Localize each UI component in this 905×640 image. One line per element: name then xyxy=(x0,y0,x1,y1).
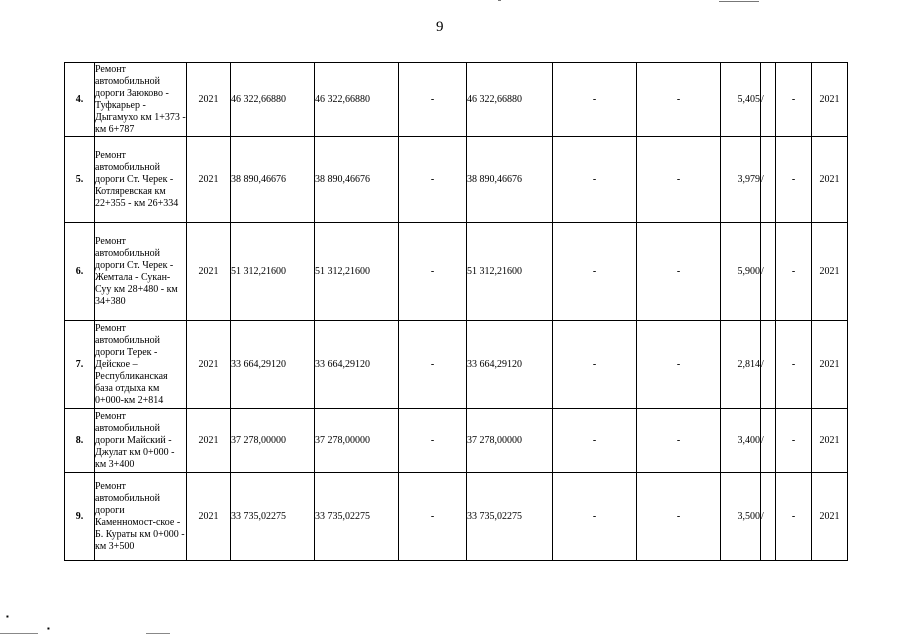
object-name: Ремонт автомобильной дороги Майский - Джулат км 0+000 - км 3+400 xyxy=(95,409,187,473)
object-name: Ремонт автомобильной дороги Заюково - Туфкарьер - Дыгамухо км 1+373 - км 6+787 xyxy=(95,63,186,135)
amount-column-3: 33 735,02275 xyxy=(467,473,553,561)
scan-mark-top-right xyxy=(719,1,759,2)
slash-cell: / xyxy=(761,473,776,561)
object-name: Ремонт автомобильной дороги Каменномост-ское - Б. Кураты км 0+000 - км 3+500 xyxy=(95,473,187,561)
start-year: 2021 xyxy=(187,223,231,321)
row-number: 7. xyxy=(65,321,95,409)
amount-total: 51 312,21600 xyxy=(231,223,315,321)
amount-column-2: 51 312,21600 xyxy=(315,223,399,321)
amount-column-3: 46 322,66880 xyxy=(467,63,553,137)
slash-cell: / xyxy=(761,223,776,321)
start-year: 2021 xyxy=(187,473,231,561)
dash-cell: - xyxy=(553,409,637,473)
dash-cell: - xyxy=(553,63,637,137)
table-row xyxy=(65,137,848,223)
road-repair-table xyxy=(64,62,848,561)
amount-column-3: 33 664,29120 xyxy=(467,321,553,409)
amount-total: 38 890,46676 xyxy=(231,137,315,223)
slash-cell: / xyxy=(761,63,776,137)
end-year: 2021 xyxy=(812,321,848,409)
dash-cell: - xyxy=(553,223,637,321)
dash-cell: - xyxy=(399,409,467,473)
table-row xyxy=(65,223,848,321)
amount-total: 33 735,02275 xyxy=(231,473,315,561)
dash-cell: - xyxy=(776,63,812,137)
amount-column-2: 33 735,02275 xyxy=(315,473,399,561)
dash-cell: - xyxy=(399,473,467,561)
scan-mark-bottom-left xyxy=(0,633,38,634)
dash-cell: - xyxy=(637,321,721,409)
object-name: Ремонт автомобильной дороги Терек - Дейское – Республиканская база отдыха км 0+000-км 2+814 xyxy=(95,321,187,409)
dash-cell: - xyxy=(637,473,721,561)
row-number: 8. xyxy=(65,409,95,473)
row-number: 4. xyxy=(65,63,95,137)
amount-total: 46 322,66880 xyxy=(231,63,315,137)
dash-cell: - xyxy=(776,321,812,409)
dash-cell: - xyxy=(637,409,721,473)
dash-cell: - xyxy=(776,409,812,473)
start-year: 2021 xyxy=(187,63,231,137)
start-year: 2021 xyxy=(187,321,231,409)
dash-cell: - xyxy=(399,321,467,409)
amount-column-2: 46 322,66880 xyxy=(315,63,399,137)
length-km: 5,900 xyxy=(721,223,761,321)
slash-cell: / xyxy=(761,409,776,473)
amount-column-2: 38 890,46676 xyxy=(315,137,399,223)
amount-total: 33 664,29120 xyxy=(231,321,315,409)
amount-column-2: 37 278,00000 xyxy=(315,409,399,473)
table-row xyxy=(65,321,848,409)
page-number: 9 xyxy=(436,19,444,35)
slash-cell: / xyxy=(761,321,776,409)
dash-cell: - xyxy=(776,473,812,561)
start-year: 2021 xyxy=(187,409,231,473)
scan-mark-bottom xyxy=(146,633,170,634)
length-km: 3,979 xyxy=(721,137,761,223)
row-number: 6. xyxy=(65,223,95,321)
length-km: 3,400 xyxy=(721,409,761,473)
end-year: 2021 xyxy=(812,223,848,321)
table-row xyxy=(65,63,848,137)
amount-column-3: 38 890,46676 xyxy=(467,137,553,223)
dash-cell: - xyxy=(553,137,637,223)
dash-cell: - xyxy=(637,137,721,223)
object-name: Ремонт автомобильной дороги Ст. Черек - Жемтала - Сукан-Суу км 28+480 - км 34+380 xyxy=(95,223,187,321)
amount-column-3: 51 312,21600 xyxy=(467,223,553,321)
end-year: 2021 xyxy=(812,137,848,223)
dash-cell: - xyxy=(637,223,721,321)
scan-speck: ▪ xyxy=(6,612,9,621)
amount-column-3: 37 278,00000 xyxy=(467,409,553,473)
dash-cell: - xyxy=(399,63,467,137)
end-year: 2021 xyxy=(812,63,848,137)
dash-cell: - xyxy=(399,137,467,223)
length-km: 2,814 xyxy=(721,321,761,409)
object-name: Ремонт автомобильной дороги Ст. Черек - Котляревская км 22+355 - км 26+334 xyxy=(95,137,187,223)
dash-cell: - xyxy=(399,223,467,321)
slash-cell: / xyxy=(761,137,776,223)
end-year: 2021 xyxy=(812,473,848,561)
dash-cell: - xyxy=(637,63,721,137)
length-km: 3,500 xyxy=(721,473,761,561)
row-number: 5. xyxy=(65,137,95,223)
table-row xyxy=(65,409,848,473)
end-year: 2021 xyxy=(812,409,848,473)
scan-speck: ▪ xyxy=(47,624,50,633)
dash-cell: - xyxy=(553,473,637,561)
dash-cell: - xyxy=(553,321,637,409)
row-number: 9. xyxy=(65,473,95,561)
dash-cell: - xyxy=(776,223,812,321)
amount-column-2: 33 664,29120 xyxy=(315,321,399,409)
start-year: 2021 xyxy=(187,137,231,223)
dash-cell: - xyxy=(776,137,812,223)
scan-mark-top xyxy=(498,0,501,1)
amount-total: 37 278,00000 xyxy=(231,409,315,473)
length-km: 5,405 xyxy=(721,63,761,137)
table-row xyxy=(65,473,848,561)
